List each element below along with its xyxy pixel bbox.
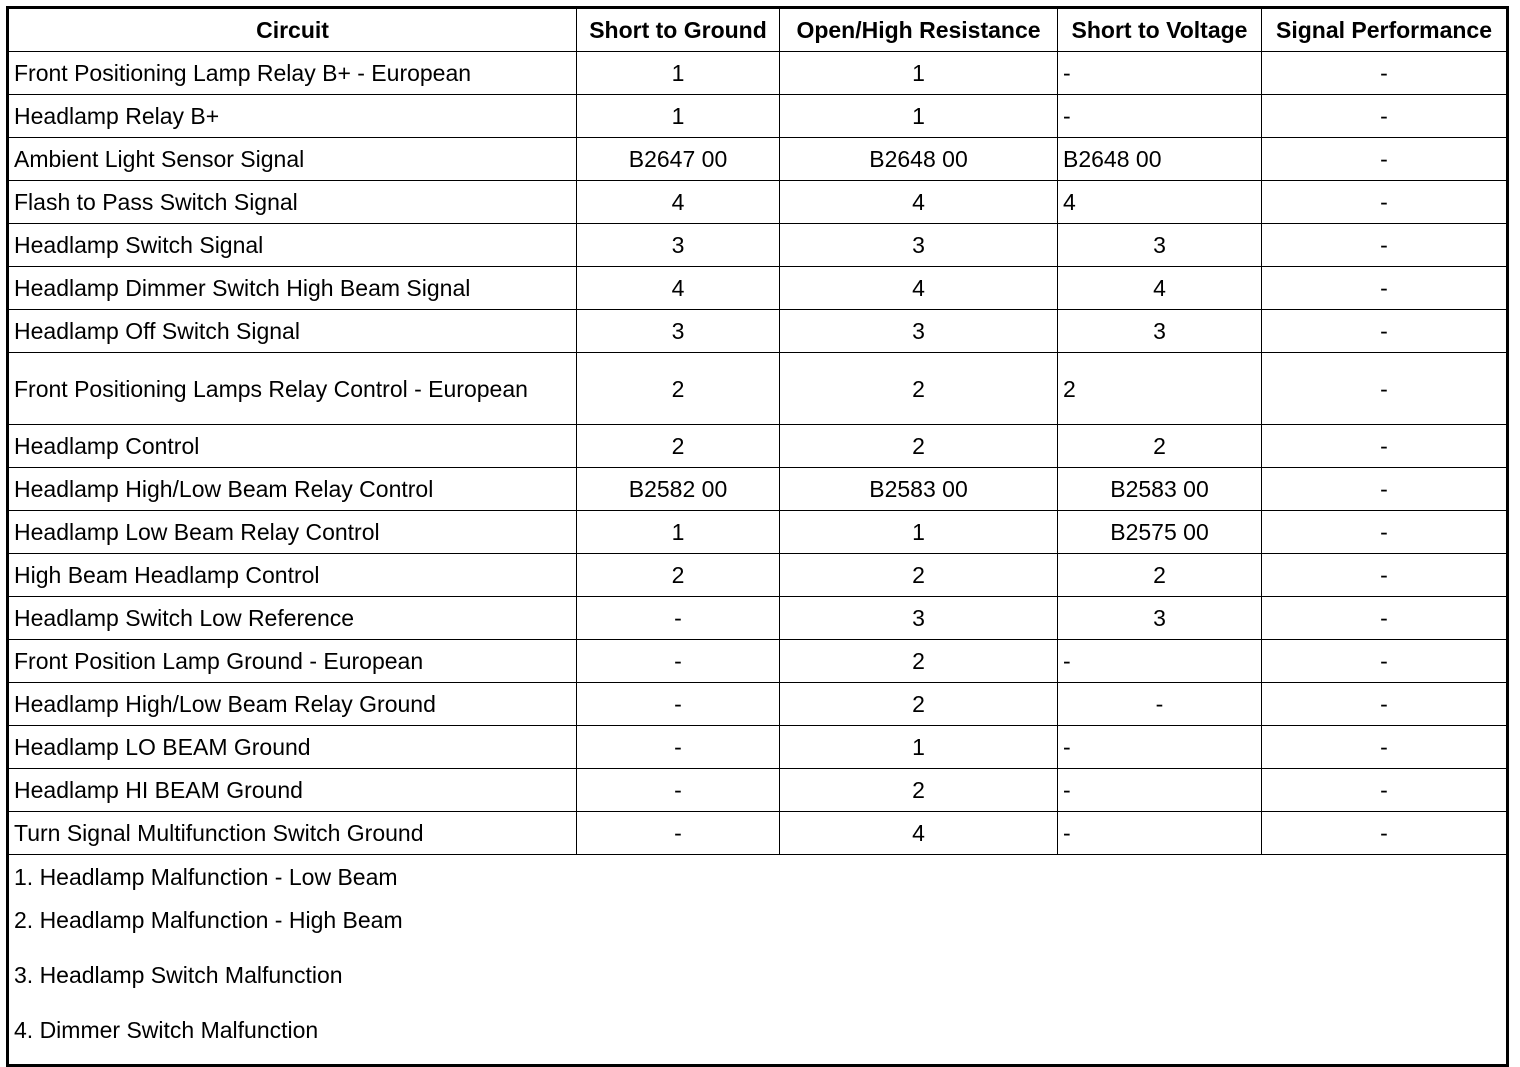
- note-3: 3. Headlamp Switch Malfunction: [14, 962, 343, 988]
- cell-circuit: Headlamp Relay B+: [8, 95, 577, 138]
- cell-open-high-resistance: 2: [780, 425, 1058, 468]
- cell-open-high-resistance: B2648 00: [780, 138, 1058, 181]
- cell-short-to-ground: 3: [577, 310, 780, 353]
- table-row: [8, 726, 1508, 769]
- cell-open-high-resistance: 2: [780, 640, 1058, 683]
- note-4: 4. Dimmer Switch Malfunction: [14, 1017, 319, 1043]
- cell-circuit: Headlamp Dimmer Switch High Beam Signal: [8, 267, 577, 310]
- cell-short-to-voltage: B2575 00: [1058, 511, 1262, 554]
- cell-signal-performance: -: [1262, 683, 1508, 726]
- cell-circuit: Headlamp Switch Low Reference: [8, 597, 577, 640]
- cell-short-to-ground: 1: [577, 52, 780, 95]
- cell-short-to-ground: 1: [577, 511, 780, 554]
- cell-short-to-voltage: 3: [1058, 224, 1262, 267]
- cell-circuit: Headlamp HI BEAM Ground: [8, 769, 577, 812]
- header-open-high-resistance: Open/High Resistance: [780, 8, 1058, 52]
- table-row: [8, 425, 1508, 468]
- cell-short-to-voltage: 2: [1058, 425, 1262, 468]
- cell-short-to-voltage: 4: [1058, 181, 1262, 224]
- cell-short-to-ground: -: [577, 683, 780, 726]
- table-row: [8, 353, 1508, 425]
- cell-open-high-resistance: 1: [780, 511, 1058, 554]
- cell-signal-performance: -: [1262, 95, 1508, 138]
- table-row: [8, 640, 1508, 683]
- cell-short-to-ground: 4: [577, 267, 780, 310]
- notes-row: [8, 855, 1508, 1066]
- cell-short-to-voltage: B2648 00: [1058, 138, 1262, 181]
- cell-signal-performance: -: [1262, 267, 1508, 310]
- table-row: [8, 597, 1508, 640]
- cell-signal-performance: -: [1262, 310, 1508, 353]
- cell-signal-performance: -: [1262, 554, 1508, 597]
- cell-open-high-resistance: 3: [780, 310, 1058, 353]
- cell-short-to-ground: 2: [577, 425, 780, 468]
- cell-short-to-ground: -: [577, 640, 780, 683]
- cell-short-to-voltage: -: [1058, 95, 1262, 138]
- cell-short-to-voltage: -: [1058, 726, 1262, 769]
- table-row: [8, 310, 1508, 353]
- cell-open-high-resistance: 2: [780, 683, 1058, 726]
- table-row: [8, 769, 1508, 812]
- cell-signal-performance: -: [1262, 769, 1508, 812]
- cell-signal-performance: -: [1262, 138, 1508, 181]
- cell-signal-performance: -: [1262, 640, 1508, 683]
- cell-signal-performance: -: [1262, 511, 1508, 554]
- cell-short-to-ground: 3: [577, 224, 780, 267]
- cell-short-to-ground: B2582 00: [577, 468, 780, 511]
- cell-signal-performance: -: [1262, 812, 1508, 855]
- cell-short-to-ground: 4: [577, 181, 780, 224]
- header-circuit: Circuit: [8, 8, 577, 52]
- cell-open-high-resistance: 2: [780, 769, 1058, 812]
- cell-circuit: Headlamp Off Switch Signal: [8, 310, 577, 353]
- cell-short-to-ground: -: [577, 597, 780, 640]
- cell-short-to-voltage: 4: [1058, 267, 1262, 310]
- notes-cell: [8, 855, 1508, 1066]
- cell-signal-performance: -: [1262, 726, 1508, 769]
- table-row: [8, 468, 1508, 511]
- cell-short-to-voltage: 2: [1058, 554, 1262, 597]
- cell-short-to-voltage: -: [1058, 769, 1262, 812]
- cell-circuit: Headlamp Low Beam Relay Control: [8, 511, 577, 554]
- note-2: 2. Headlamp Malfunction - High Beam: [14, 907, 403, 933]
- cell-circuit: Headlamp High/Low Beam Relay Control: [8, 468, 577, 511]
- cell-circuit: Front Positioning Lamp Relay B+ - European: [8, 52, 577, 95]
- cell-open-high-resistance: 2: [780, 554, 1058, 597]
- cell-short-to-voltage: B2583 00: [1058, 468, 1262, 511]
- cell-signal-performance: -: [1262, 353, 1508, 425]
- cell-circuit: Headlamp Switch Signal: [8, 224, 577, 267]
- cell-short-to-voltage: -: [1058, 52, 1262, 95]
- cell-circuit: Headlamp High/Low Beam Relay Ground: [8, 683, 577, 726]
- table-row: [8, 138, 1508, 181]
- header-short-to-ground: Short to Ground: [577, 8, 780, 52]
- cell-circuit: Turn Signal Multifunction Switch Ground: [8, 812, 577, 855]
- cell-short-to-voltage: 3: [1058, 597, 1262, 640]
- cell-circuit: Headlamp Control: [8, 425, 577, 468]
- cell-circuit: Front Position Lamp Ground - European: [8, 640, 577, 683]
- cell-short-to-voltage: -: [1058, 640, 1262, 683]
- cell-open-high-resistance: 1: [780, 52, 1058, 95]
- cell-open-high-resistance: 3: [780, 224, 1058, 267]
- cell-short-to-ground: -: [577, 769, 780, 812]
- table-row: [8, 267, 1508, 310]
- table-row: [8, 224, 1508, 267]
- table-row: [8, 95, 1508, 138]
- header-short-to-voltage: Short to Voltage: [1058, 8, 1262, 52]
- cell-signal-performance: -: [1262, 425, 1508, 468]
- table-row: [8, 52, 1508, 95]
- cell-signal-performance: -: [1262, 468, 1508, 511]
- cell-circuit: Headlamp LO BEAM Ground: [8, 726, 577, 769]
- note-1: 1. Headlamp Malfunction - Low Beam: [14, 864, 398, 890]
- cell-open-high-resistance: 1: [780, 95, 1058, 138]
- table-row: [8, 181, 1508, 224]
- header-row: [8, 8, 1508, 52]
- cell-short-to-ground: 2: [577, 353, 780, 425]
- cell-short-to-voltage: 3: [1058, 310, 1262, 353]
- cell-circuit: Ambient Light Sensor Signal: [8, 138, 577, 181]
- cell-signal-performance: -: [1262, 52, 1508, 95]
- cell-short-to-voltage: -: [1058, 683, 1262, 726]
- cell-signal-performance: -: [1262, 597, 1508, 640]
- cell-circuit: Flash to Pass Switch Signal: [8, 181, 577, 224]
- cell-short-to-voltage: -: [1058, 812, 1262, 855]
- cell-short-to-ground: -: [577, 812, 780, 855]
- dtc-symptom-table: [6, 6, 1509, 1067]
- header-signal-performance: Signal Performance: [1262, 8, 1508, 52]
- cell-short-to-ground: 2: [577, 554, 780, 597]
- cell-open-high-resistance: 4: [780, 812, 1058, 855]
- cell-short-to-ground: -: [577, 726, 780, 769]
- cell-short-to-voltage: 2: [1058, 353, 1262, 425]
- cell-open-high-resistance: 1: [780, 726, 1058, 769]
- cell-circuit: High Beam Headlamp Control: [8, 554, 577, 597]
- cell-signal-performance: -: [1262, 181, 1508, 224]
- cell-short-to-ground: B2647 00: [577, 138, 780, 181]
- table-row: [8, 554, 1508, 597]
- table-row: [8, 683, 1508, 726]
- cell-signal-performance: -: [1262, 224, 1508, 267]
- cell-open-high-resistance: B2583 00: [780, 468, 1058, 511]
- cell-open-high-resistance: 2: [780, 353, 1058, 425]
- cell-open-high-resistance: 3: [780, 597, 1058, 640]
- cell-circuit: Front Positioning Lamps Relay Control - European: [8, 353, 577, 425]
- table-row: [8, 511, 1508, 554]
- cell-short-to-ground: 1: [577, 95, 780, 138]
- cell-open-high-resistance: 4: [780, 181, 1058, 224]
- cell-open-high-resistance: 4: [780, 267, 1058, 310]
- table-row: [8, 812, 1508, 855]
